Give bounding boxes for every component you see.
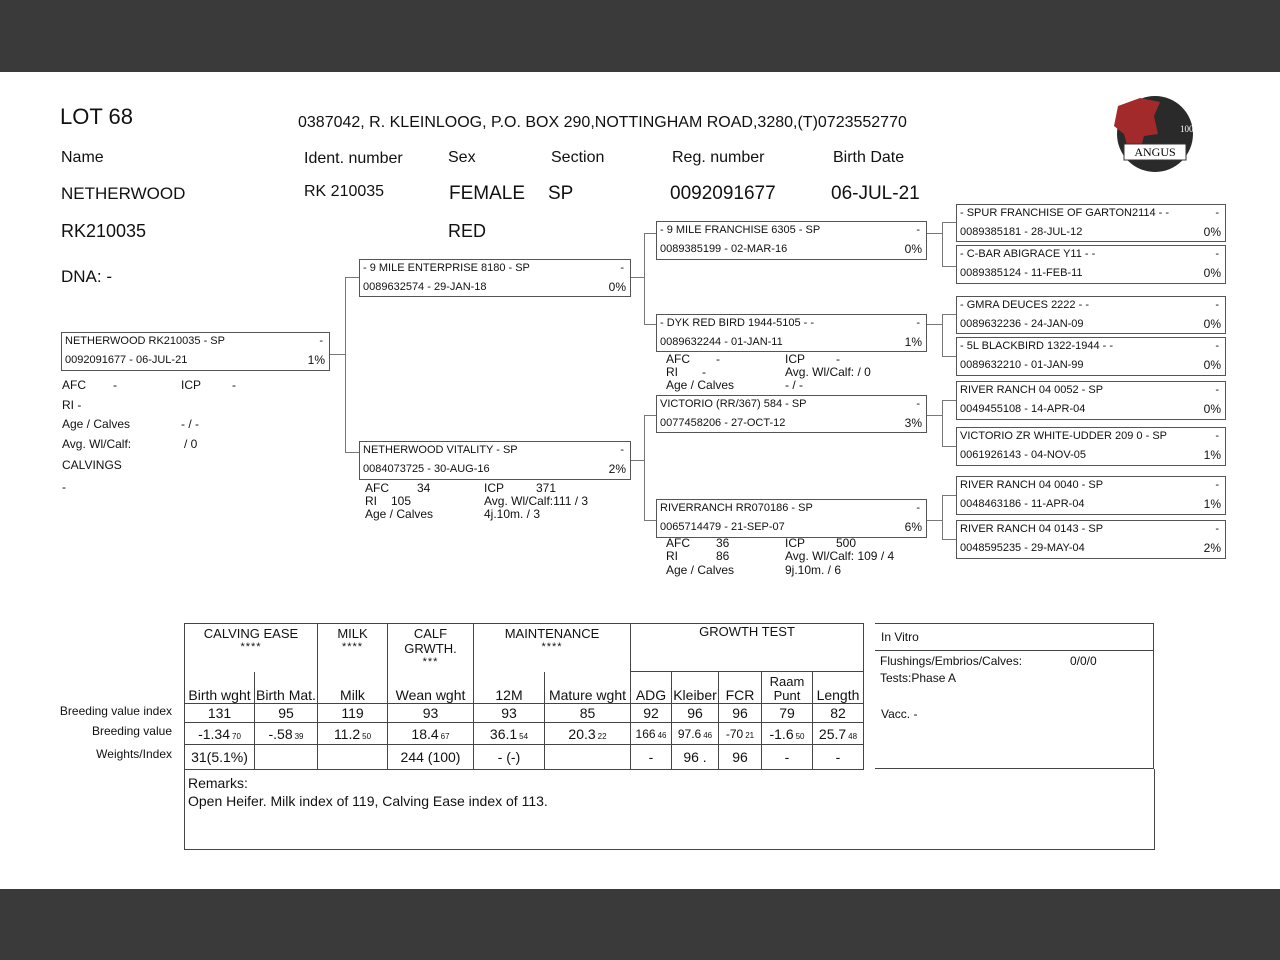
animal-name: NETHERWOOD (61, 184, 186, 203)
group-milk: MILK **** (318, 624, 388, 672)
name-label: Name (61, 149, 104, 166)
in-vitro-label: In Vitro (881, 630, 919, 644)
great-grandparent-box-4: - 5L BLACKBIRD 1322-1944 - - - 0089632210 - 01-JAN-99 0% (956, 337, 1226, 376)
remarks-text: Open Heifer. Milk index of 119, Calving Ease index of 113. (188, 793, 548, 809)
remarks-box (184, 769, 1155, 850)
reg-number: 0092091677 (670, 183, 776, 204)
age-value: - / - (181, 417, 199, 431)
group-growth-test: GROWTH TEST (631, 624, 864, 672)
row-label-weights: Weights/Index (96, 747, 172, 761)
pedigree-page: LOT 68 0387042, R. KLEINLOOG, P.O. BOX 290,NOTTINGHAM ROAD,3280,(T)0723552770 ANGUS 100 Name Ident. number Sex Section Reg. number Birth Date NETHERWOOD RK 210035 FEMALE SP 0092091677 06-JUL-21 RK210035 RED DNA: - NETHERWOOD RK210035 - SP - 0092091677 - 06-JUL-21 1% AFC - ICP - RI - Age / Calves - / - Avg. Wl/Calf: / 0 CALVINGS - - 9 MILE ENTERPRISE 8180 - SP - 0089632574 - 29-JAN-18 0% NETHERWOOD VITALITY - SP - 0084073725 - 30-AUG-16 2% AFC 34 ICP 371 RI 105 Avg. Wl/Calf:111 / 3 Age / Calves 4j.10m. / 3 - 9 MILE FRANCHISE 6305 - SP - 0089385199 - 02-MAR-16 0% - DYK RED BIRD 1944-5105 - - - 0089632244 - 01-JAN-11 1% AFC - ICP - RI - Avg. Wl/Calf: / 0 Age / Calves - / - VICTORIO (RR/367) 584 - SP - 0077458206 - 27-OCT-12 3% RIVERRANCH RR070186 - SP - 0065714479 - 21-SEP-07 6% AFC 36 ICP 500 RI 86 Avg. Wl/Calf: 109 / 4 Age / Calves 9j.10m. / 6 - SPUR FRANCHISE OF GARTON2114 - - - 0089385181 - 28-JUL-12 0% - C-BAR ABIGRACE Y11 - - - 0089385124 - 11-FEB-11 0% - GMRA DEUCES 2222 - - - 0089632236 - 24-JAN-09 0% - 5L BLACKBIRD 1322-1944 - - - 0089632210 - 01-JAN-99 0% RIVER RANCH 04 0052 - SP - 0049455108 - 14-APR-04 0% VICTORIO ZR WHITE-UDDER 209 0 - SP - 0061926143 - 04-NOV-05 1% RIVER RANCH 04 0040 - SP - 0048463186 - 11-APR-04 1% RIVER RANCH 04 0143 - SP - 0048595235 - 29-MAY-04 2% Breeding value index Breeding value Weights/Index CALVING EASE **** MILK **** CALF GRWTH. *** MAINTENANCE **** GROWTH TEST Birth wght Birth Mat. Milk Wean wght 12M Mature wght ADG Kleiber FCR Raam Punt Length 131 95 119 93 93 85 92 96 96 79 82 -1.34 70 -.58 39 11.2 50 18.4 67 36.1 54 20.3 22 166 46 97.6 46 -70 21 -1.6 50 25.7 48 31(5.1%) 244 (100) - (-) - 96 . 96 - - In Vitro Flushings/Embrios/Calves: 0/0/0 Tests:Phase A Vacc. - Remarks: Open Heifer. Milk index of 119, Calving Ease index of 113. (0, 72, 1280, 889)
great-grandparent-box-2: - C-BAR ABIGRACE Y11 - - - 0089385124 - 11-FEB-11 0% (956, 245, 1226, 284)
vacc-value: Vacc. - (881, 707, 918, 721)
colour-value: RED (448, 221, 487, 241)
weights-row: 31(5.1%) 244 (100) - (-) - 96 . 96 - - (185, 745, 864, 770)
row-label-value: Breeding value (91, 724, 172, 738)
sire-box: - 9 MILE ENTERPRISE 8180 - SP - 0089632574 - 29-JAN-18 0% (359, 259, 631, 297)
icp-label: ICP (181, 378, 202, 392)
grandparent-box-1: - 9 MILE FRANCHISE 6305 - SP - 0089385199 - 02-MAR-16 0% (656, 221, 927, 260)
grandparent-box-3: VICTORIO (RR/367) 584 - SP - 0077458206 - 27-OCT-12 3% (656, 395, 927, 433)
great-grandparent-box-7: RIVER RANCH 04 0040 - SP - 0048463186 - 11-APR-04 1% (956, 476, 1226, 515)
great-grandparent-box-8: RIVER RANCH 04 0143 - SP - 0048595235 - 29-MAY-04 2% (956, 520, 1226, 559)
age-label: Age / Calves (62, 417, 131, 431)
sex-label: Sex (448, 149, 476, 166)
calvings-label: CALVINGS (62, 458, 122, 472)
birth-date: 06-JUL-21 (831, 183, 920, 204)
side-panel (875, 623, 1154, 769)
avg-label: Avg. Wl/Calf: (62, 437, 132, 451)
great-grandparent-box-6: VICTORIO ZR WHITE-UDDER 209 0 - SP - 0061926143 - 04-NOV-05 1% (956, 427, 1226, 466)
trait-header-row: Birth wght Birth Mat. Milk Wean wght 12M Mature wght ADG Kleiber FCR Raam Punt Length (185, 672, 864, 704)
group-calving-ease: CALVING EASE **** (185, 624, 318, 672)
breeding-value-table (184, 623, 864, 770)
logo-text: ANGUS (1134, 145, 1176, 159)
great-grandparent-box-5: RIVER RANCH 04 0052 - SP - 0049455108 - 14-APR-04 0% (956, 381, 1226, 420)
angus-logo-icon (1110, 94, 1200, 174)
group-maintenance: MAINTENANCE **** (474, 624, 631, 672)
top-bar (0, 0, 1280, 72)
afc-label: AFC (62, 378, 86, 392)
reg-label: Reg. number (672, 149, 765, 166)
ri-value: RI - (62, 398, 82, 412)
flushings-value: 0/0/0 (1070, 654, 1097, 668)
owner-line: 0387042, R. KLEINLOOG, P.O. BOX 290,NOTTINGHAM ROAD,3280,(T)0723552770 (298, 114, 907, 131)
ident-number: RK 210035 (304, 183, 385, 200)
index-row: 131 95 119 93 93 85 92 96 96 79 82 (185, 704, 864, 723)
great-grandparent-box-3: - GMRA DEUCES 2222 - - - 0089632236 - 24-JAN-09 0% (956, 296, 1226, 334)
bottom-bar (0, 889, 1280, 960)
avg-value: / 0 (184, 437, 198, 451)
icp-value: - (232, 378, 236, 392)
section-label: Section (551, 149, 605, 166)
group-calf-growth: CALF GRWTH. *** (388, 624, 474, 672)
dam-box: NETHERWOOD VITALITY - SP - 0084073725 - 30-AUG-16 2% (359, 441, 631, 480)
calvings-value: - (62, 480, 66, 494)
section-value: SP (548, 183, 574, 204)
ident-label: Ident. number (304, 150, 403, 167)
remarks-label: Remarks: (188, 775, 248, 791)
flushings-label: Flushings/Embrios/Calves: (880, 654, 1023, 668)
sex-value: FEMALE (449, 183, 526, 204)
tests-value: Tests:Phase A (880, 671, 957, 685)
lot-number: LOT 68 (60, 104, 133, 129)
grandparent-box-4: RIVERRANCH RR070186 - SP - 0065714479 - 21-SEP-07 6% (656, 499, 927, 538)
animal-code: RK210035 (61, 221, 147, 241)
value-row: -1.34 70 -.58 39 11.2 50 18.4 67 36.1 54 20.3 22 166 46 97.6 46 -70 21 -1.6 50 25.7 48 (185, 723, 864, 745)
great-grandparent-box-1: - SPUR FRANCHISE OF GARTON2114 - - - 0089385181 - 28-JUL-12 0% (956, 204, 1226, 242)
birth-label: Birth Date (833, 149, 905, 166)
svg-text:100: 100 (1180, 124, 1194, 134)
row-label-index: Breeding value index (59, 704, 172, 718)
afc-value: - (113, 378, 117, 392)
dna-value: DNA: - (61, 267, 112, 286)
animal-pedigree-box: NETHERWOOD RK210035 - SP - 0092091677 - 06-JUL-21 1% (61, 332, 330, 371)
grandparent-box-2: - DYK RED BIRD 1944-5105 - - - 0089632244 - 01-JAN-11 1% (656, 314, 927, 352)
